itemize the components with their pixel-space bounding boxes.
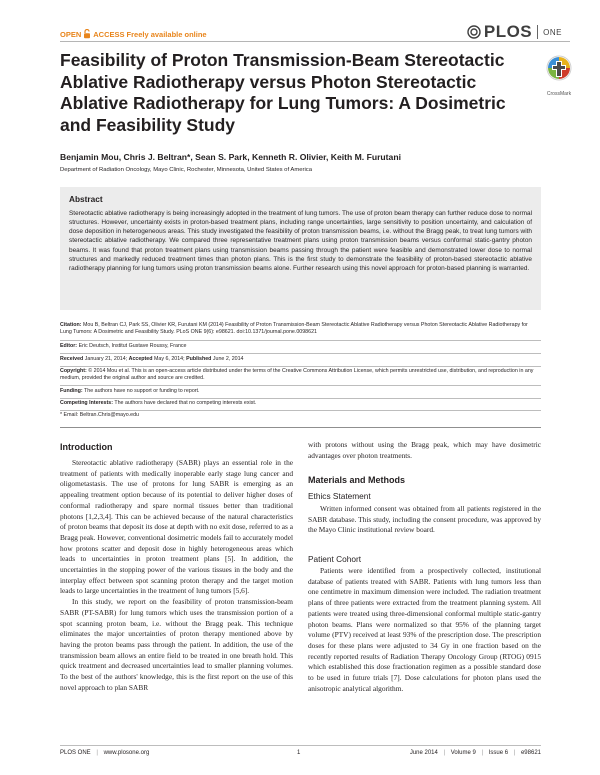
citation-label: Citation: <box>60 322 82 328</box>
section-divider <box>60 427 541 428</box>
footer-date: June 2014 <box>409 750 438 756</box>
open-label: OPEN <box>60 29 82 39</box>
accepted-date: May 6, 2014; <box>153 356 185 362</box>
intro-paragraph-1: Stereotactic ablative radiotherapy (SABR) plays an essential role in the treatment of patients with medically inoperable early stage lung cancer and oligometastasis. The use of protons for lung SABR is emerging as an appealing treatment option because of its potential to deliver higher doses of conformal radiotherapy and spare normal tissues better than traditional photons [1,2,3,4]. This can be achieved because of the natural characteristics of proton beams that deposit its dose at depth with no exit dose, referred to as a Bragg peak. However, conventional dosimetric models fail to accurately model how protons scatter and deposit dose in highly heterogeneous areas which leads to uncertainties in proton treatment plans [5]. In addition, the uncertainties in the stopping power of the various tissues in the body and the interplay effect between spot scanning proton therapy and the target motion leads to large uncertainties in the treatment of lung tumors [5,6]. <box>60 458 293 596</box>
footer-separator: | <box>513 750 516 756</box>
abstract-text: Stereotactic ablative radiotherapy is being increasingly adopted in the treatment of lung tumors. The use of proton beam therapy can further reduce dose to normal structures. However, uncertainty exists in proton-based treatment plans, including range uncertainties, large sensitivity to position uncertainty, and calculation of dose deposition in heterogeneous areas. This study investigated the feasibility of proton transmission beams, i.e. without the Bragg peak, to treat lung tumors with stereotactic ablative radiotherapy. We compared three representative treatment plans using proton transmission beams versus conformal static-gantry photon beams. It was found that proton treatment plans using transmission beams passing through the patient were feasible and demonstrated lower dose to normal structures and markedly reduced treatment times than photon plans. This is the first study to demonstrate the feasibility of proton-based stereotactic ablative radiotherapy planning for lung tumors using proton transmission beams alone. Further research using this novel approach for proton-based planning is warranted. <box>69 210 532 272</box>
page-number: 1 <box>297 750 301 756</box>
cohort-block <box>308 566 541 694</box>
crossmark-label: CrossMark <box>546 91 572 97</box>
intro-heading: Introduction <box>60 442 113 452</box>
email <box>60 412 541 419</box>
crossmark-badge[interactable] <box>544 55 574 97</box>
cohort-paragraph: Patients were identified from a prospectively collected, institutional database of patients treated with SABR. Patients with lung tumors less than one centimetre in maximum dimension were included. The radiation treatment plans of three patients were extracted from the treatment planning system. All patients were treated using three-dimensional conformal multiple static-gantry photon beams. Plans were normalized so that 95% of the planning target volume (PTV) received at least 93% of the prescription dose. The prescription doses for these plans were adjusted to 34 Gy in one fraction based on the recently reported results of Radiation Therapy Oncology Group (RTOG) 0915 which established this dose fractionation regimen as a possible standard dose to be used in future trials [7]. Dose calculations for photon plans used the anisotropic analytical algorithm. <box>308 566 541 693</box>
journal-sub: ONE <box>543 27 562 37</box>
editor <box>60 343 541 350</box>
email-text[interactable]: * Email: Beltran.Chris@mayo.edu <box>60 412 139 418</box>
funding <box>60 388 541 395</box>
methods-heading: Materials and Methods <box>308 475 406 485</box>
citation-text: Mou B, Beltran CJ, Park SS, Olivier KR, Furutani KM (2014) Feasibility of Proton Transmission-Beam Stereotactic Ablative Radiotherapy versus Photon Stereotactic Ablative Radiotherapy for Lung Tumors: A Dosimetric and Feasibility Study. PLoS ONE 9(6): e98621. doi:10.1371/journal.pone.0098621 <box>60 322 528 336</box>
intro-paragraph-2: In this study, we report on the feasibility of proton transmission-beam SABR (PT-SABR) for lung tumors which uses the transmission portion of a spot scanning proton beam, i.e. without the Bragg peak. This technique eliminates the major uncertainties of proton therapy mentioned above by having the proton beams pass through the patient. In addition, the use of the transmission beam allows an entire field to be treated in one breath hold. This quick treatment and decreased uncertainties lead to smaller planning volumes. To the best of the authors' knowledge, this is the first report on the use of this novel approach to plan SABR <box>60 597 293 692</box>
citation <box>60 322 541 337</box>
intro-paragraph-2-cont: with protons without using the Bragg peak, which may have dosimetric advantages over photon treatments. <box>308 440 541 460</box>
accepted-label: Accepted <box>128 356 153 362</box>
editor-text: Eric Deutsch, Institut Gustave Roussy, France <box>78 343 187 349</box>
meta-rule <box>60 398 541 399</box>
author-list: Benjamin Mou, Chris J. Beltran*, Sean S. Park, Kenneth R. Olivier, Keith M. Furutani <box>60 152 401 162</box>
meta-rule <box>60 366 541 367</box>
funding-text: The authors have no support or funding to report. <box>84 388 200 394</box>
footer-issue <box>410 750 541 756</box>
footer-separator: | <box>96 750 98 756</box>
meta-rule <box>60 385 541 386</box>
footer-url[interactable]: www.plosone.org <box>103 750 150 756</box>
journal-logo <box>467 22 562 42</box>
abstract-heading: Abstract <box>69 194 103 204</box>
intro-continued <box>308 440 541 461</box>
published-date: June 2, 2014 <box>212 356 244 362</box>
article-title: Feasibility of Proton Transmission-Beam Stereotactic Ablative Radiotherapy versus Photon Stereotactic Ablative Radiotherapy for Lung Tumors: A Dosimetric and Feasibility Study <box>60 50 506 135</box>
footer-issue-number: Issue 6 <box>488 750 509 756</box>
meta-rule <box>60 410 541 411</box>
editor-label: Editor: <box>60 343 78 349</box>
competing-interests <box>60 400 541 407</box>
footer-article-id: e98621 <box>520 750 541 756</box>
ethics-paragraph: Written informed consent was obtained from all patients registered in the SABR database. This study, including the consent procedure, was approved by the Mayo Clinic institutional review board. <box>308 504 541 535</box>
journal-name: PLOS <box>483 22 533 41</box>
footer-separator: | <box>481 750 484 756</box>
meta-rule <box>60 340 541 341</box>
logo-divider <box>537 25 538 39</box>
footer-volume: Volume 9 <box>450 750 476 756</box>
received-label: Received <box>60 356 84 362</box>
meta-rule <box>60 353 541 354</box>
dates <box>60 356 541 363</box>
crossmark-icon <box>546 55 572 85</box>
open-access-banner <box>60 29 207 39</box>
header-rule <box>60 41 570 42</box>
copyright-label: Copyright: <box>60 368 87 374</box>
freely-available-label: Freely available online <box>126 29 207 39</box>
abstract-box <box>60 187 541 310</box>
published-label: Published <box>186 356 212 362</box>
affiliation: Department of Radiation Oncology, Mayo Clinic, Rochester, Minnesota, United States of America <box>60 167 312 173</box>
funding-label: Funding: <box>60 388 83 394</box>
received-date: January 21, 2014; <box>84 356 128 362</box>
competing-label: Competing Interests: <box>60 400 113 406</box>
open-lock-icon <box>83 29 91 39</box>
competing-text: The authors have declared that no competing interests exist. <box>114 400 257 406</box>
intro-column <box>60 458 293 693</box>
plos-logo-icon <box>467 25 481 39</box>
footer-journal-name: PLOS ONE <box>60 750 91 756</box>
ethics-block <box>308 504 541 536</box>
access-label: ACCESS <box>93 29 125 39</box>
footer-separator: | <box>443 750 446 756</box>
footer-journal <box>60 750 149 756</box>
copyright-text: © 2014 Mou et al. This is an open-access article distributed under the terms of the Creative Commons Attribution License, which permits unrestricted use, distribution, and reproduction in any medium, provided the original author and source are credited. <box>60 368 534 382</box>
ethics-heading: Ethics Statement <box>308 491 371 501</box>
copyright <box>60 368 541 383</box>
cohort-heading: Patient Cohort <box>308 554 362 564</box>
footer-rule <box>60 745 541 746</box>
